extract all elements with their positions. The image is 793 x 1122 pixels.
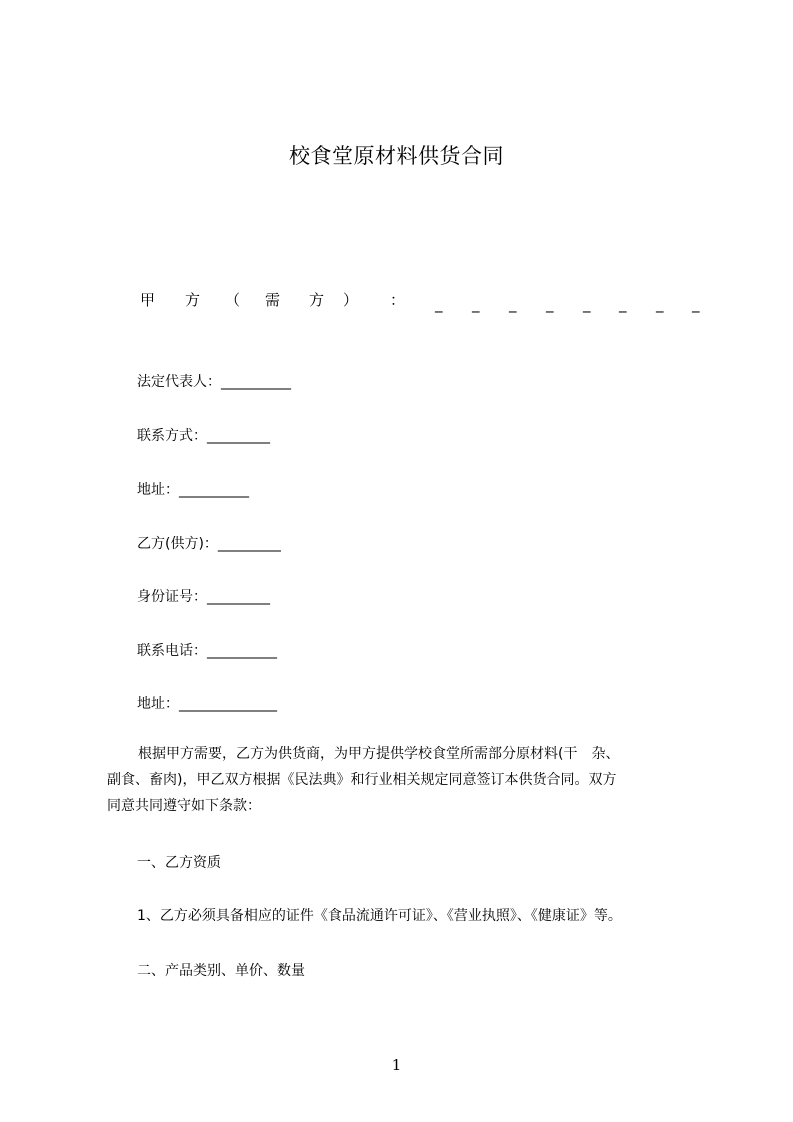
party-a-char: 需 [265, 291, 281, 309]
party-a-line [137, 289, 703, 315]
party-a-blank: _ [619, 295, 627, 313]
party-a-char: ： [390, 291, 406, 309]
party-a-blank: _ [692, 295, 700, 313]
party-a-blank: _ [583, 295, 591, 313]
party-a-contact-field: 联系方式：_________ [137, 428, 270, 444]
section-heading: 二、产品类别、单价、数量 [137, 963, 305, 979]
phone-field: 联系电话：__________ [137, 643, 277, 659]
section-item: 1、乙方必须具备相应的证件《食品流通许可证》、《营业执照》、《健康证》等。 [137, 908, 622, 924]
intro-paragraph [107, 741, 707, 819]
intro-line: 同意共同遵守如下条款： [107, 798, 261, 814]
party-a-char: 甲 [140, 291, 156, 309]
party-a-blank: _ [435, 295, 443, 313]
party-b-address-field: 地址：______________ [137, 696, 277, 712]
legal-representative-field: 法定代表人：__________ [137, 374, 291, 390]
party-a-address-field: 地址：__________ [137, 482, 249, 498]
id-number-field: 身份证号：_________ [137, 589, 270, 605]
intro-line: 根据甲方需要，乙方为供货商，为甲方提供学校食堂所需部分原材料(干 杂、 [138, 746, 620, 762]
party-a-char: 方 [185, 291, 201, 309]
section-heading: 一、乙方资质 [137, 855, 221, 871]
party-b-field: 乙方(供方)：_________ [137, 536, 281, 552]
party-a-blank: _ [509, 295, 517, 313]
party-a-char: 方 [309, 291, 325, 309]
document-title: 校食堂原材料供货合同 [289, 144, 504, 168]
party-a-char: ） [343, 291, 359, 309]
party-a-blank: _ [656, 295, 664, 313]
party-a-blank: _ [546, 295, 554, 313]
page-number: 1 [391, 1056, 402, 1074]
party-a-char: （ [225, 291, 241, 309]
intro-line: 副食、畜肉)，甲乙双方根据《民法典》和行业相关规定同意签订本供货合同。双方 [107, 772, 617, 788]
party-a-blank: _ [472, 295, 480, 313]
